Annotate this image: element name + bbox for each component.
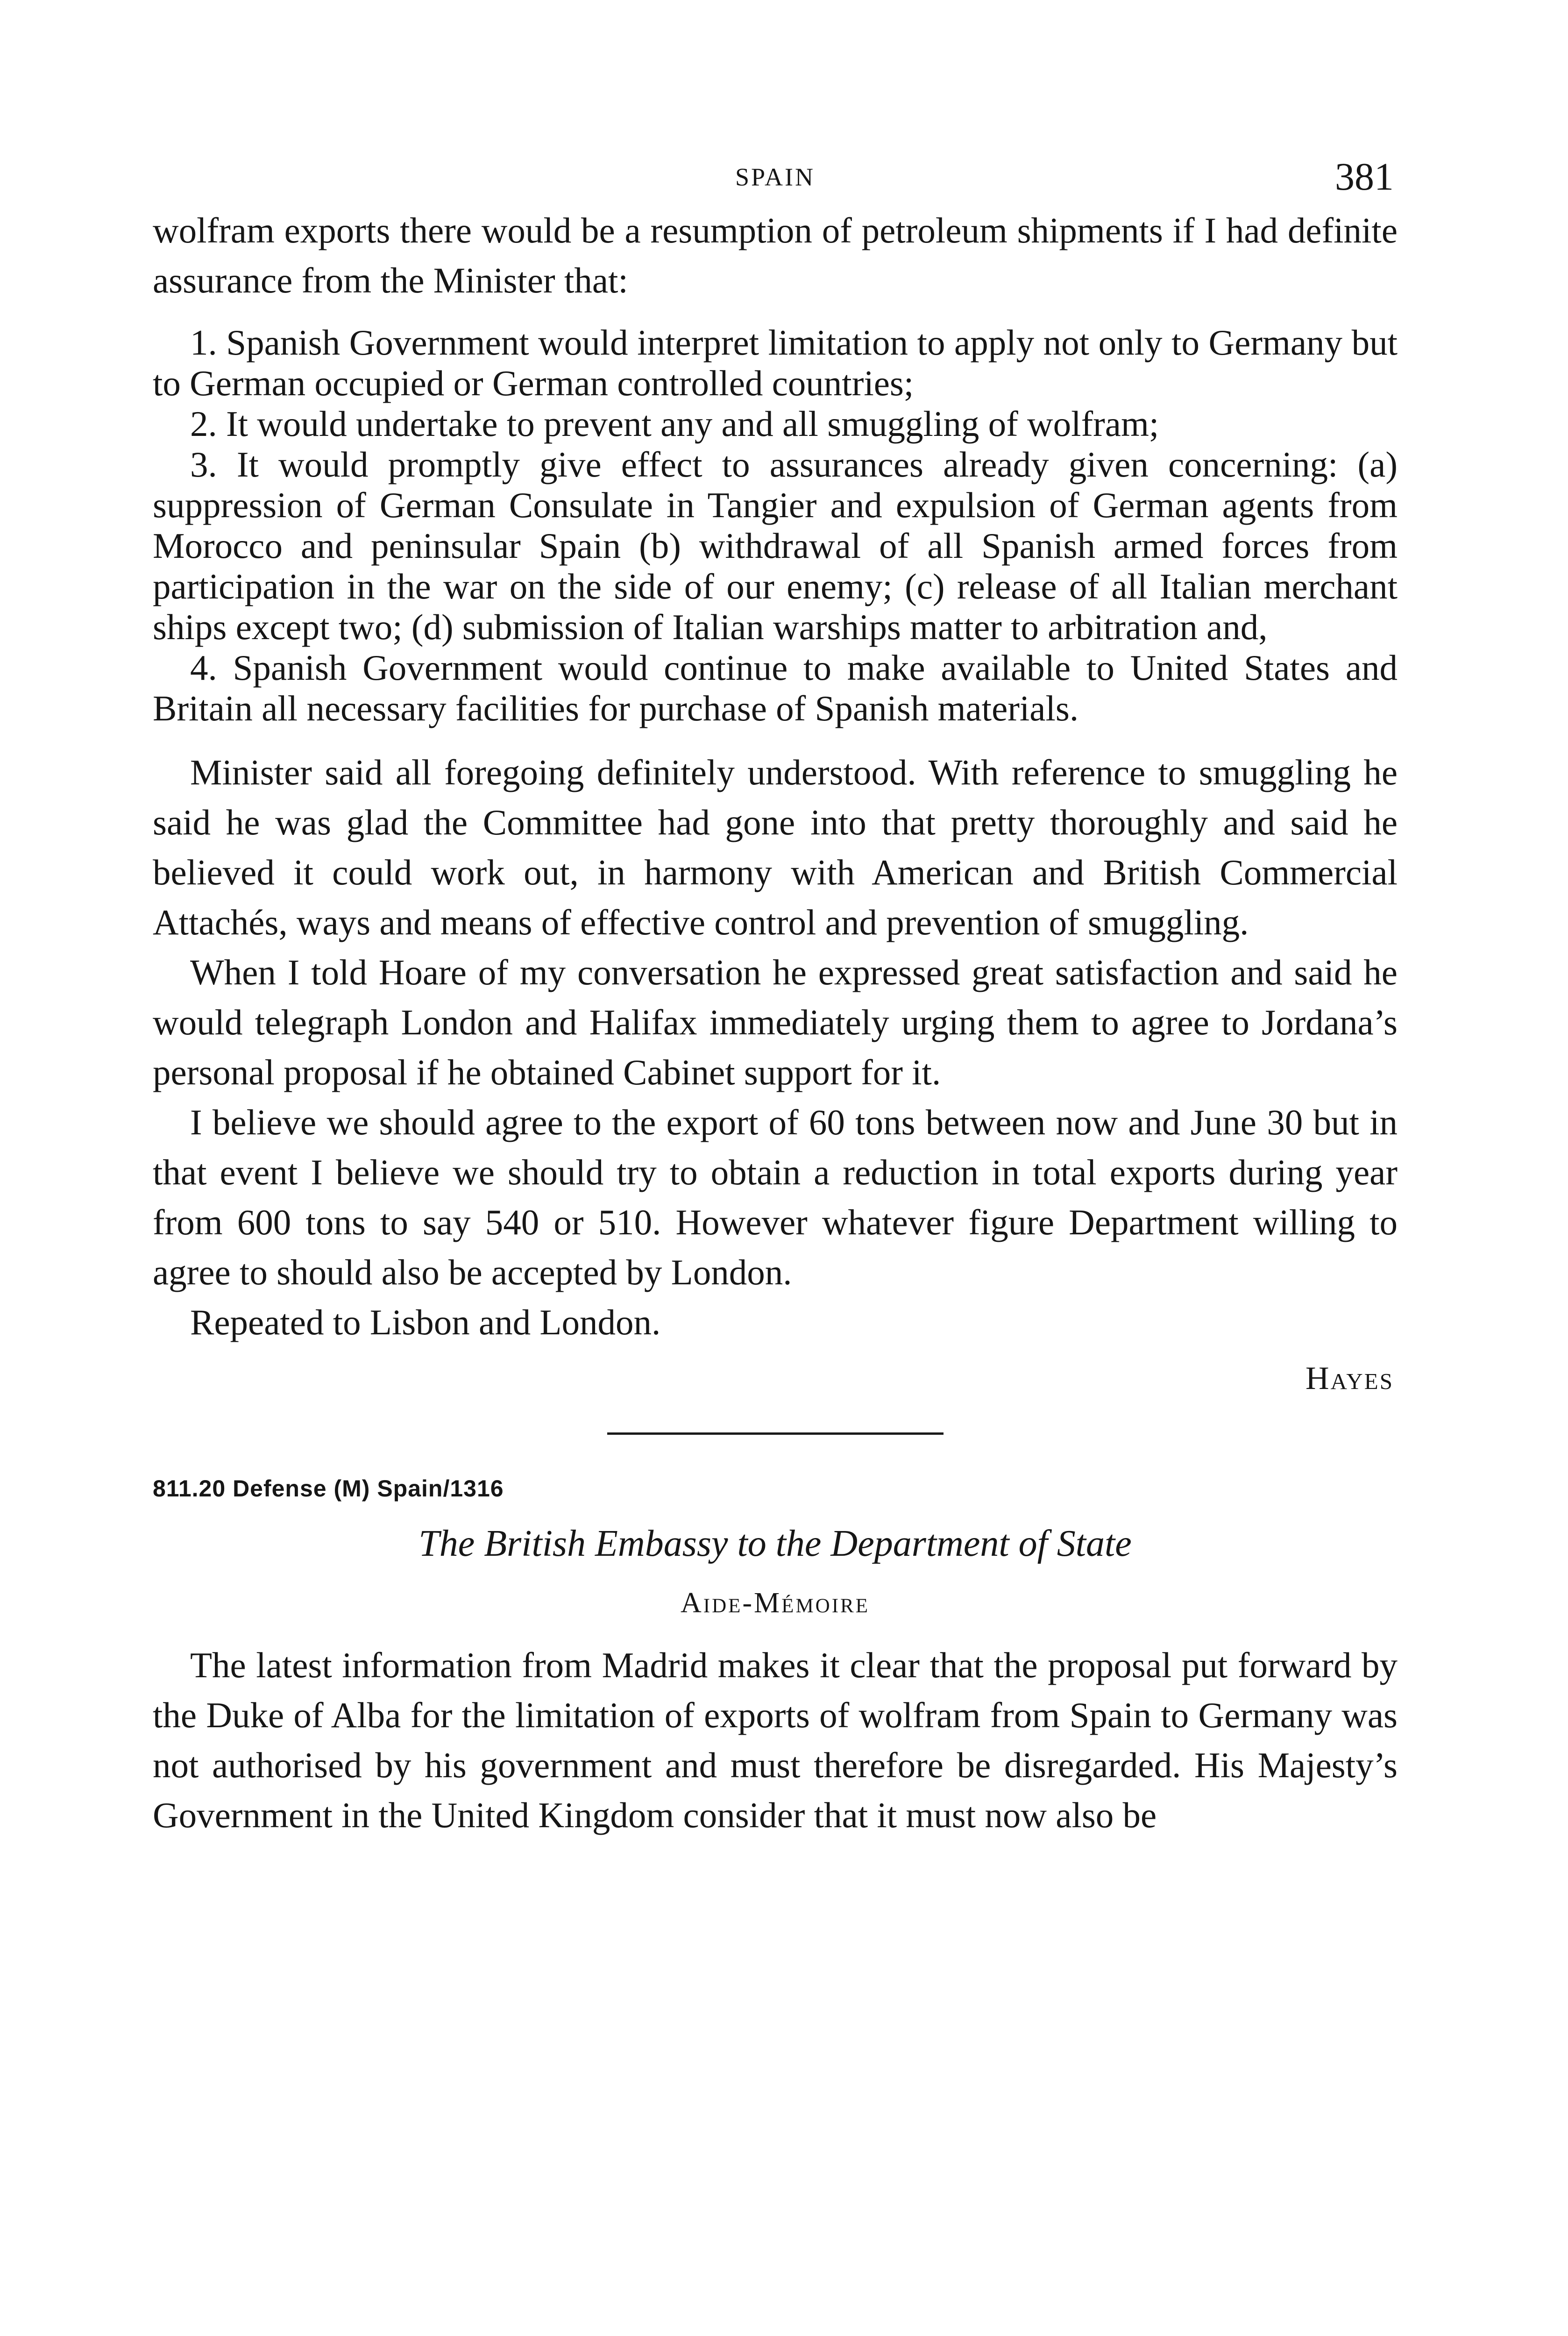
assurance-item-2: 2. It would undertake to prevent any and all smuggling of wolfram; [190, 404, 1159, 444]
telegram-paragraph-recommendation: I believe we should agree to the export of 60 tons between now and June 30 but in that event I believe we should try to obtain a reduction in total exports during year from 600 tons to say 540 or 510. However whatever figure Department willing to agree to should also be accepted by London. [153, 1102, 1398, 1292]
running-title: SPAIN [735, 163, 816, 191]
document-kind: Aide-Mémoire [680, 1587, 870, 1619]
assurance-item-3: 3. It would promptly give effect to assurances already given concerning: (a) suppression of German Consulate in Tangier and expulsion of German agents from Morocco and peninsular Spain (b) withdrawal of all Spanish armed forces from participation in the war on the side of our enemy; (c) release of all Italian merchant ships except two; (d) submission of Italian warships matter to arbitration and, [153, 444, 1398, 647]
file-reference: 811.20 Defense (M) Spain/1316 [153, 1475, 504, 1502]
telegram-paragraph-minister: Minister said all foregoing definitely understood. With reference to smuggling he said he was glad the Committee had gone into that pretty thoroughly and said he believed it could work out, in harmony with American and British Commercial Attachés, ways and means of effective control and prevention of smuggling. [153, 752, 1398, 942]
assurance-item-1: 1. Spanish Government would interpret limitation to apply not only to Germany but to German occupied or German controlled countries; [153, 322, 1398, 403]
document-page [153, 154, 1398, 1840]
telegram-paragraph-hoare: When I told Hoare of my conversation he expressed great satisfaction and said he would telegraph London and Halifax immediately urging them to agree to Jordana’s personal proposal if he obtained Cabinet support for it. [153, 952, 1398, 1092]
section-separator [607, 1432, 944, 1435]
page-number: 381 [1335, 155, 1394, 199]
telegram-opening-paragraph: wolfram exports there would be a resumption of petroleum shipments if I had definite assurance from the Minister that: [153, 210, 1398, 300]
assurance-item-4: 4. Spanish Government would continue to make available to United States and Britain all necessary facilities for purchase of Spanish materials. [153, 648, 1398, 728]
document-title: The British Embassy to the Department of State [419, 1523, 1132, 1564]
telegram-paragraph-repeated: Repeated to Lisbon and London. [190, 1302, 661, 1342]
running-header [153, 154, 1398, 206]
signature: Hayes [1305, 1360, 1394, 1396]
aide-memoire-paragraph: The latest information from Madrid makes it clear that the proposal put forward by the Duke of Alba for the limitation of exports of wolfram from Spain to Germany was not authorised by his government and must therefore be disregarded. His Majesty’s Government in the United Kingdom consider that it must now also be [153, 1645, 1398, 1835]
assurance-list [153, 322, 1398, 729]
